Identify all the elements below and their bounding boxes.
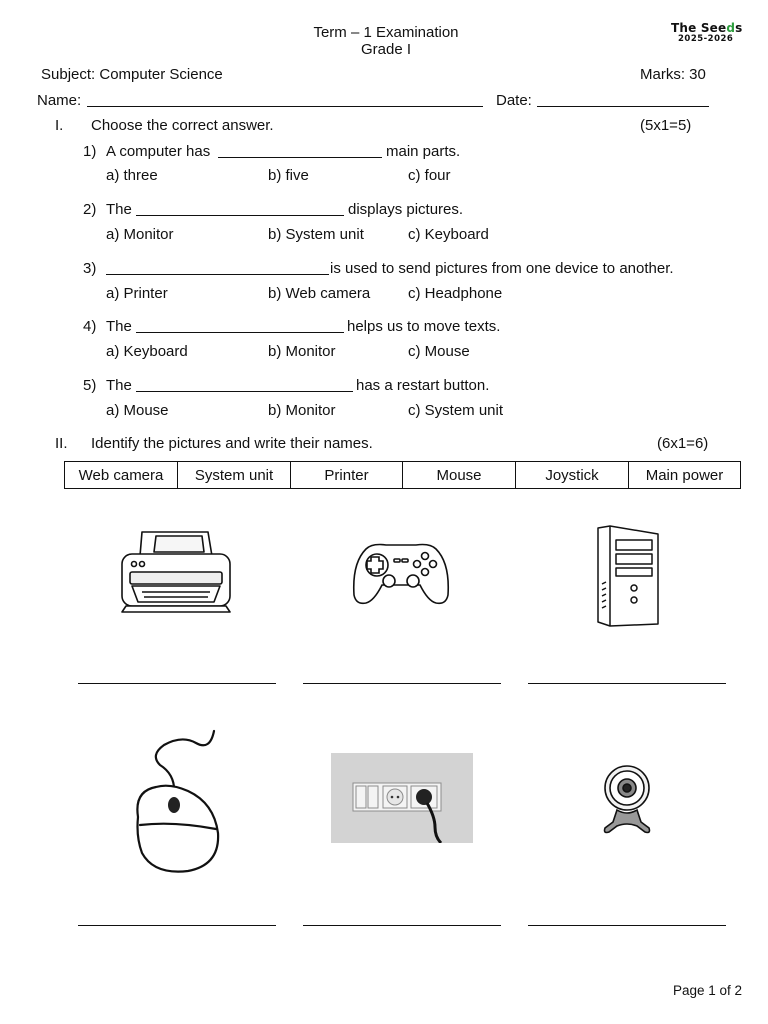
name-blank[interactable] xyxy=(87,106,483,107)
system-unit-picture xyxy=(594,524,660,628)
question-number: 2) xyxy=(83,201,97,218)
answer-blank[interactable] xyxy=(218,157,382,158)
question-text: A computer has xyxy=(106,143,211,160)
answer-blank[interactable] xyxy=(136,391,353,392)
section-1-title: Choose the correct answer. xyxy=(91,117,274,134)
option-c[interactable]: c) Headphone xyxy=(408,285,503,302)
question-text: is used to send pictures from one device to another. xyxy=(330,260,674,277)
question-text: main parts. xyxy=(386,143,461,160)
question-number: 4) xyxy=(83,318,97,335)
section-2-marks: (6x1=6) xyxy=(657,435,709,452)
question-number: 1) xyxy=(83,143,97,160)
total-marks: Marks: 30 xyxy=(640,66,706,83)
page-number: Page 1 of 2 xyxy=(673,983,743,998)
grade-label: Grade I xyxy=(360,41,412,58)
section-2-number: II. xyxy=(55,435,68,452)
main-power-picture xyxy=(331,753,473,843)
question-text: helps us to move texts. xyxy=(347,318,501,335)
option-a[interactable]: a) Keyboard xyxy=(106,343,188,360)
logo-name-part: The See xyxy=(671,21,727,35)
option-a[interactable]: a) Mouse xyxy=(106,402,169,419)
question-text: displays pictures. xyxy=(348,201,464,218)
word-bank-item: Web camera xyxy=(65,462,178,489)
web-camera-picture xyxy=(597,760,659,836)
section-1-number: I. xyxy=(55,117,64,134)
subject-label: Subject: Computer Science xyxy=(41,66,223,83)
question-number: 5) xyxy=(83,377,97,394)
word-bank-row xyxy=(65,462,741,489)
date-label: Date: xyxy=(496,92,532,109)
word-bank-item: Printer xyxy=(291,462,403,489)
name-label: Name: xyxy=(37,92,82,109)
date-blank[interactable] xyxy=(537,106,709,107)
question-text: The xyxy=(106,318,132,335)
picture-answer-blank[interactable] xyxy=(78,683,276,684)
option-b[interactable]: b) five xyxy=(268,167,309,184)
word-bank-item: Main power xyxy=(629,462,741,489)
answer-blank[interactable] xyxy=(136,215,344,216)
option-b[interactable]: b) Web camera xyxy=(268,285,371,302)
section-2-title: Identify the pictures and write their names. xyxy=(91,435,373,452)
school-logo xyxy=(671,21,743,44)
option-a[interactable]: a) Printer xyxy=(106,285,168,302)
word-bank-table xyxy=(64,461,741,489)
picture-answer-blank[interactable] xyxy=(528,925,726,926)
option-b[interactable]: b) Monitor xyxy=(268,343,336,360)
logo-name-accent: d xyxy=(726,21,736,35)
logo-name-part: s xyxy=(735,21,743,35)
question-text: The xyxy=(106,377,132,394)
picture-answer-blank[interactable] xyxy=(528,683,726,684)
option-a[interactable]: a) Monitor xyxy=(106,226,174,243)
picture-answer-blank[interactable] xyxy=(303,683,501,684)
option-c[interactable]: c) Keyboard xyxy=(408,226,489,243)
option-c[interactable]: c) four xyxy=(408,167,451,184)
logo-year: 2025-2026 xyxy=(678,34,734,44)
option-a[interactable]: a) three xyxy=(106,167,158,184)
question-text: The xyxy=(106,201,132,218)
word-bank-item: Joystick xyxy=(516,462,629,489)
picture-answer-blank[interactable] xyxy=(303,925,501,926)
printer-picture xyxy=(118,528,234,614)
logo-name xyxy=(671,21,743,35)
exam-title: Term – 1 Examination xyxy=(313,24,459,41)
option-c[interactable]: c) System unit xyxy=(408,402,504,419)
word-bank-item: System unit xyxy=(178,462,291,489)
option-b[interactable]: b) Monitor xyxy=(268,402,336,419)
question-text: has a restart button. xyxy=(356,377,490,394)
answer-blank[interactable] xyxy=(136,332,344,333)
word-bank-item: Mouse xyxy=(403,462,516,489)
picture-answer-blank[interactable] xyxy=(78,925,276,926)
question-number: 3) xyxy=(83,260,97,277)
joystick-picture xyxy=(352,541,450,607)
mouse-picture xyxy=(130,725,222,875)
option-c[interactable]: c) Mouse xyxy=(408,343,470,360)
option-b[interactable]: b) System unit xyxy=(268,226,364,243)
section-1-marks: (5x1=5) xyxy=(640,117,692,134)
answer-blank[interactable] xyxy=(106,274,329,275)
